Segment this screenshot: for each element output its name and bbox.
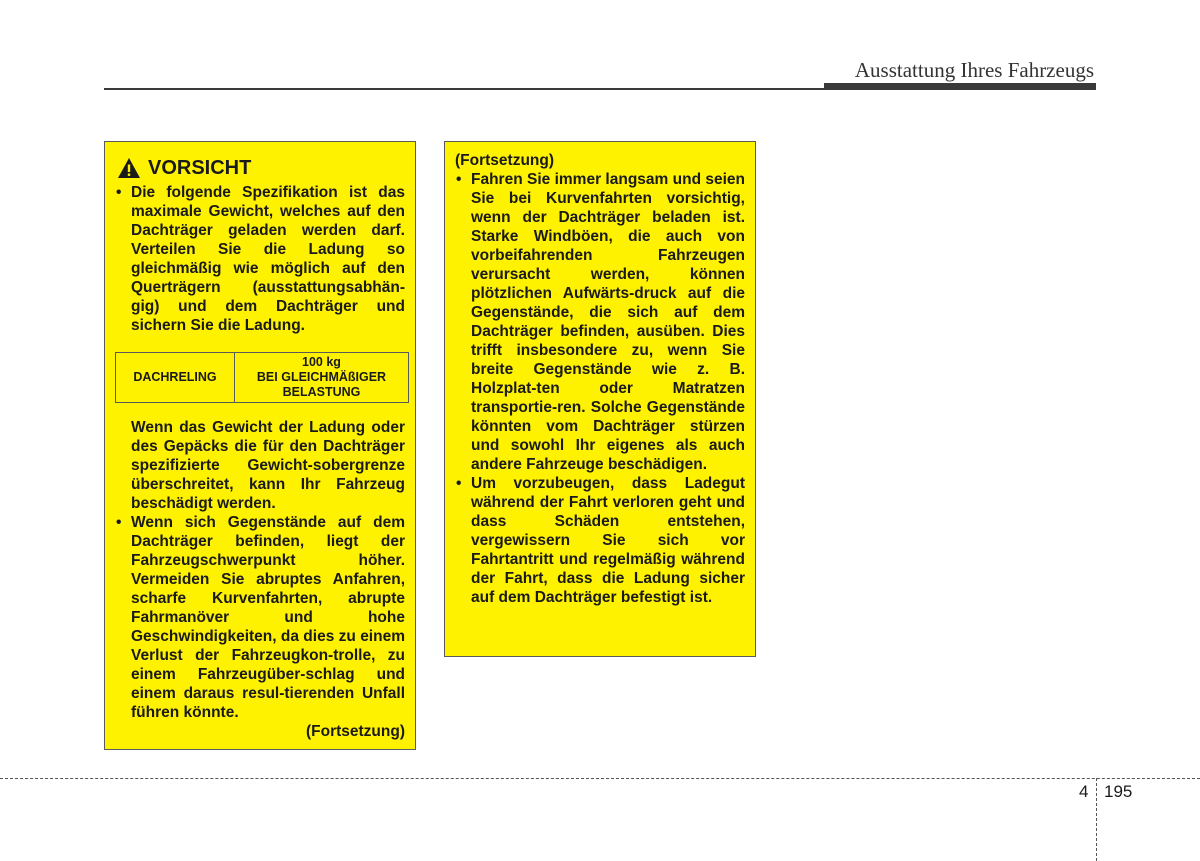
caution-heading (117, 156, 405, 180)
continuation-box (444, 141, 756, 657)
header-rule-accent (824, 83, 1096, 90)
spec-value-condition: BEI GLEICHMÄßIGER (256, 370, 387, 384)
footer-rule (0, 778, 1200, 779)
caution-bullet-center-of-gravity: • Wenn sich Gegenstände auf dem Dachträger befinden, liegt der Fahrzeugschwerpunkt höher. Vermeiden Sie abruptes Anfahren, scharfe Kurvenfahrten, abrupte Fahrmanöver und hohe Geschwindigkeiten, da dies zu einem Verlust der Fahrzeugkon-trolle, zu einem Fahrzeugüber-schlag und einem daraus resul-tierenden Unfall führen könnte. (115, 513, 405, 722)
page-header-title: Ausstattung Ihres Fahrzeugs (854, 58, 1094, 82)
table-row (116, 353, 409, 403)
continued-label: (Fortsetzung) (305, 723, 405, 740)
continuation-bullet-secure-load: • Um vorzubeugen, dass Ladegut während der Fahrt verloren geht und dass Schäden entstehen, vergewissern Sie sich vor Fahrtantritt und regelmäßig während der Fahrt, dass die Ladung sicher auf dem Dachträger befestigt ist. (455, 474, 745, 607)
caution-bullet-weight-spec: • Die folgende Spezifikation ist das maximale Gewicht, welches auf den Dachträger geladen werden darf. Verteilen Sie die Ladung so gleichmäßig wie möglich auf den Querträgern (ausstattungsabhän-gig) und dem Dachträger und sichern Sie die Ladung. (115, 183, 405, 335)
roof-rack-spec-table (115, 352, 409, 403)
spec-value (235, 353, 409, 403)
page-number: 195 (1104, 782, 1133, 801)
caution-overload-paragraph: Wenn das Gewicht der Ladung oder des Gepäcks die für den Dachträger spezifizierte Gewicht-sobergrenze überschreitet, kann Ihr Fahrzeug beschädigt werden. (131, 419, 405, 512)
spec-label: DACHRELING (116, 353, 235, 403)
spec-value-load: BELASTUNG (282, 385, 361, 399)
warning-triangle-icon (117, 157, 141, 179)
continuation-bullet-wind: • Fahren Sie immer langsam und seien Sie bei Kurvenfahrten vorsichtig, wenn der Dachträger beladen ist. Starke Windböen, die auch von vorbeifahrenden Fahrzeugen verursacht werden, können plötzlichen Aufwärts-druck auf die Gegenstände, die sich auf dem Dachträger befinden, ausüben. Dies trifft insbesondere zu, wenn Sie breite Gegenstände wie z. B. Holzplat-ten oder Matratzen transportie-ren. Solche Gegenstände könnten vom Dachträger stürzen und sowohl Ihr eigenes als auch andere Fahrzeuge beschädigen. (455, 170, 745, 474)
header-rule (104, 88, 824, 90)
spec-value-weight: 100 kg (302, 355, 341, 369)
caution-title: VORSICHT (148, 157, 252, 179)
caution-box (104, 141, 416, 750)
continuation-heading: (Fortsetzung) (455, 152, 555, 169)
footer-divider (1096, 778, 1097, 861)
chapter-number: 4 (1079, 782, 1089, 801)
